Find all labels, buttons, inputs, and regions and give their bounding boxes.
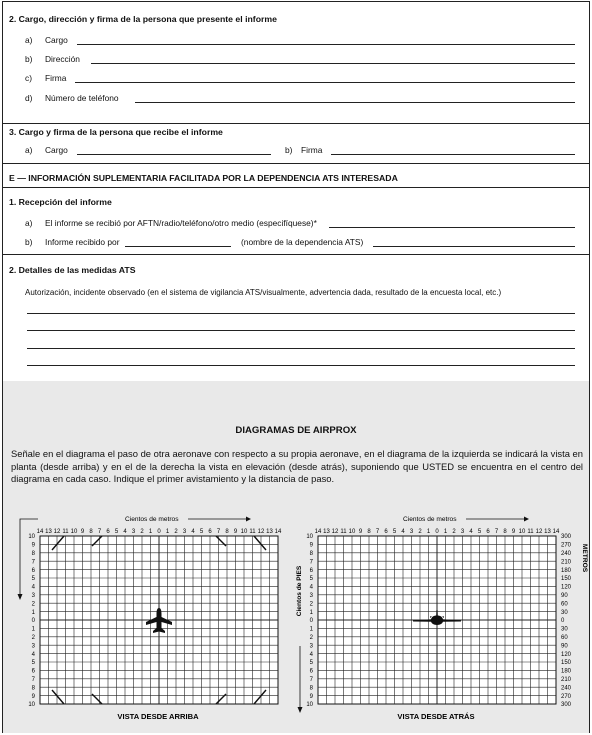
metros-tick-label: 180 — [561, 567, 572, 574]
y-tick-label: 7 — [31, 677, 35, 683]
airprox-diagrams-section — [3, 381, 589, 733]
x-tick-label: 8 — [225, 529, 229, 535]
item-letter: a) — [25, 218, 33, 228]
x-tick-label: 1 — [426, 529, 431, 535]
x-tick-label: 3 — [409, 529, 414, 535]
y-tick-label: 7 — [309, 559, 313, 566]
top-axis-arrowhead — [246, 517, 251, 522]
y-tick-label: 3 — [31, 593, 35, 599]
x-tick-label: 14 — [314, 529, 322, 535]
plan-view-left-arrow — [20, 519, 38, 596]
section-reception — [3, 188, 589, 255]
metros-tick-label: 240 — [561, 685, 572, 692]
x-tick-label: 8 — [89, 529, 93, 535]
ats-measures-line[interactable] — [27, 330, 575, 331]
y-tick-label: 0 — [31, 618, 35, 625]
x-tick-label: 9 — [80, 529, 85, 535]
metros-tick-label: 120 — [561, 584, 572, 591]
metros-tick-label: 150 — [561, 660, 572, 667]
y-tick-label: 5 — [309, 660, 313, 667]
metros-tick-label: 240 — [561, 551, 572, 557]
x-tick-label: 4 — [401, 529, 405, 535]
y-tick-label: 10 — [28, 534, 35, 541]
metros-tick-label: 90 — [561, 593, 568, 599]
top-axis-label: Cientos de metros — [125, 516, 179, 523]
y-tick-label: 3 — [309, 593, 313, 599]
x-tick-label: 1 — [443, 529, 448, 535]
y-tick-label: 9 — [31, 693, 35, 700]
y-tick-label: 2 — [31, 601, 35, 608]
x-tick-label: 1 — [165, 529, 170, 535]
x-tick-label: 7 — [97, 529, 102, 535]
y-tick-label: 10 — [306, 702, 313, 709]
item-letter: b) — [285, 145, 293, 155]
top-axis-arrowhead — [524, 517, 529, 522]
x-tick-label: 6 — [106, 529, 110, 535]
x-tick-label: 2 — [418, 529, 422, 535]
elevation-view-caption: VISTA DESDE ATRÁS — [397, 712, 475, 721]
x-tick-label: 2 — [174, 529, 178, 535]
metros-tick-label: 210 — [561, 677, 572, 683]
reception-medium-label: El informe se recibió por AFTN/radio/teléfono/otro medio (especifíquese)* — [45, 218, 317, 228]
firma-field[interactable] — [75, 82, 575, 83]
y-tick-label: 6 — [31, 668, 35, 675]
section-e-title: E — INFORMACIÓN SUPLEMENTARIA FACILITADA POR LA DEPENDENCIA ATS INTERESADA — [9, 173, 398, 183]
ats-unit-field[interactable] — [373, 246, 575, 247]
x-tick-label: 7 — [216, 529, 221, 535]
y-tick-label: 1 — [309, 626, 313, 633]
x-tick-label: 7 — [494, 529, 499, 535]
x-tick-label: 12 — [331, 529, 339, 535]
x-tick-label: 4 — [123, 529, 127, 535]
x-tick-label: 5 — [392, 529, 397, 535]
section-e-header — [3, 164, 589, 188]
y-tick-label: 5 — [309, 576, 313, 583]
receiver-firma-label: Firma — [301, 145, 323, 155]
y-tick-label: 2 — [309, 601, 313, 608]
metros-tick-label: 90 — [561, 643, 568, 650]
item-letter: d) — [25, 93, 33, 103]
y-tick-label: 9 — [309, 693, 313, 700]
receiver-cargo-label: Cargo — [45, 145, 68, 155]
metros-tick-label: 270 — [561, 693, 572, 700]
plan-view-left-arrowhead — [18, 594, 23, 600]
y-tick-label: 1 — [309, 609, 313, 616]
cargo-field[interactable] — [77, 44, 575, 45]
x-tick-label: 4 — [191, 529, 195, 535]
x-tick-label: 1 — [148, 529, 153, 535]
ats-measures-line[interactable] — [27, 348, 575, 349]
x-tick-label: 13 — [45, 529, 52, 535]
y-tick-label: 8 — [309, 551, 313, 557]
x-tick-label: 2 — [140, 529, 144, 535]
y-tick-label: 5 — [31, 576, 35, 583]
x-tick-label: 12 — [535, 529, 543, 535]
ats-unit-label: (nombre de la dependencia ATS) — [241, 237, 364, 247]
y-tick-label: 1 — [31, 626, 35, 633]
receiver-cargo-field[interactable] — [77, 154, 271, 155]
y-tick-label: 6 — [31, 567, 35, 574]
x-tick-label: 11 — [527, 529, 534, 535]
metros-axis-label: METROS — [581, 543, 588, 573]
metros-tick-label: 60 — [561, 601, 568, 608]
x-tick-label: 14 — [274, 529, 282, 535]
x-tick-label: 6 — [384, 529, 388, 535]
y-tick-label: 8 — [31, 685, 35, 692]
x-tick-label: 10 — [348, 529, 356, 535]
x-tick-label: 11 — [62, 529, 69, 535]
x-tick-label: 12 — [257, 529, 265, 535]
elevation-left-arrowhead — [298, 707, 303, 713]
x-tick-label: 9 — [358, 529, 363, 535]
y-tick-label: 7 — [31, 559, 35, 566]
x-tick-label: 2 — [452, 529, 456, 535]
section-receiver-title: 3. Cargo y firma de la persona que recibe el informe — [9, 127, 223, 137]
x-tick-label: 6 — [486, 529, 490, 535]
received-by-label: Informe recibido por — [45, 237, 120, 247]
metros-tick-label: 300 — [561, 702, 572, 709]
x-tick-label: 3 — [131, 529, 136, 535]
x-tick-label: 13 — [544, 529, 551, 535]
y-tick-label: 3 — [31, 643, 35, 650]
y-tick-label: 4 — [31, 651, 35, 658]
x-tick-label: 0 — [435, 529, 439, 535]
metros-tick-label: 210 — [561, 559, 572, 566]
metros-tick-label: 150 — [561, 576, 572, 583]
item-letter: b) — [25, 237, 33, 247]
diagrams-instructions: Señale en el diagrama el paso de otra aeronave con respecto a su propia aeronave, en el diagrama de la izquierda se indicará la vista en planta (desde arriba) y en el de la derecha la vista en elevación (desde atrás), suponiendo que USTED se encuentra en el centro del diagrama en cada caso. Indique el primer avistamiento y la distancia de paso. — [11, 448, 583, 485]
item-letter: c) — [25, 73, 32, 83]
x-tick-label: 0 — [157, 529, 161, 535]
section-reporter-title: 2. Cargo, dirección y firma de la persona que presente el informe — [9, 14, 277, 24]
ats-measures-line[interactable] — [27, 313, 575, 314]
x-tick-label: 11 — [340, 529, 347, 535]
ats-measures-title: 2. Detalles de las medidas ATS — [9, 265, 136, 275]
x-tick-label: 14 — [552, 529, 560, 535]
y-tick-label: 9 — [309, 542, 313, 549]
metros-tick-label: 120 — [561, 651, 572, 658]
metros-tick-label: 0 — [561, 618, 565, 625]
x-tick-label: 5 — [114, 529, 119, 535]
x-tick-label: 9 — [511, 529, 516, 535]
section-receiver — [3, 124, 589, 164]
item-letter: a) — [25, 35, 33, 45]
metros-tick-label: 180 — [561, 668, 572, 675]
section-reporter — [3, 2, 589, 124]
plan-view-diagram[interactable] — [18, 516, 282, 708]
telefono-label: Número de teléfono — [45, 93, 119, 103]
y-tick-label: 8 — [31, 551, 35, 557]
x-tick-label: 3 — [182, 529, 187, 535]
y-tick-label: 6 — [309, 668, 313, 675]
x-tick-label: 10 — [70, 529, 78, 535]
elevation-view-diagram[interactable] — [296, 516, 588, 713]
metros-tick-label: 60 — [561, 635, 568, 641]
y-tick-label: 10 — [306, 534, 313, 541]
metros-tick-label: 270 — [561, 542, 572, 549]
y-tick-label: 1 — [31, 609, 35, 616]
x-tick-label: 5 — [199, 529, 204, 535]
reception-medium-field[interactable] — [329, 227, 575, 228]
direccion-field[interactable] — [91, 63, 575, 64]
metros-tick-label: 30 — [561, 626, 568, 633]
firma-label: Firma — [45, 73, 67, 83]
cargo-label: Cargo — [45, 35, 68, 45]
x-tick-label: 13 — [323, 529, 330, 535]
y-tick-label: 4 — [309, 651, 313, 658]
x-tick-label: 14 — [36, 529, 44, 535]
y-tick-label: 3 — [309, 643, 313, 650]
x-tick-label: 6 — [208, 529, 212, 535]
direccion-label: Dirección — [45, 54, 80, 64]
x-tick-label: 4 — [469, 529, 473, 535]
y-tick-label: 5 — [31, 660, 35, 667]
ats-measures-instructions: Autorización, incidente observado (en el sistema de vigilancia ATS/visualmente, advertencia dada, resultado de la encuesta local, etc.) — [25, 288, 502, 297]
top-axis-label: Cientos de metros — [403, 516, 457, 523]
y-tick-label: 6 — [309, 567, 313, 574]
x-tick-label: 7 — [375, 529, 380, 535]
section-ats-measures — [3, 255, 589, 381]
x-tick-label: 11 — [249, 529, 256, 535]
item-letter: b) — [25, 54, 33, 64]
x-tick-label: 3 — [460, 529, 465, 535]
report-form-page — [2, 1, 590, 733]
y-tick-label: 4 — [31, 584, 35, 591]
plan-view-caption: VISTA DESDE ARRIBA — [117, 712, 199, 721]
reception-title: 1. Recepción del informe — [9, 197, 112, 207]
x-tick-label: 8 — [367, 529, 371, 535]
received-by-field[interactable] — [125, 246, 231, 247]
telefono-field[interactable] — [135, 102, 575, 103]
x-tick-label: 13 — [266, 529, 273, 535]
receiver-firma-field[interactable] — [331, 154, 575, 155]
x-tick-label: 10 — [518, 529, 526, 535]
y-tick-label: 2 — [31, 635, 35, 641]
x-tick-label: 9 — [233, 529, 238, 535]
x-tick-label: 8 — [503, 529, 507, 535]
metros-tick-label: 30 — [561, 609, 568, 616]
y-tick-label: 9 — [31, 542, 35, 549]
ats-measures-line[interactable] — [27, 365, 575, 366]
metros-tick-label: 300 — [561, 534, 572, 541]
y-tick-label: 10 — [28, 702, 35, 709]
y-tick-label: 8 — [309, 685, 313, 692]
y-tick-label: 0 — [309, 618, 313, 625]
elevation-y-axis-label: Cientos de PIES — [296, 565, 303, 617]
x-tick-label: 10 — [240, 529, 248, 535]
x-tick-label: 12 — [53, 529, 61, 535]
airprox-diagrams-svg — [3, 381, 589, 733]
x-tick-label: 5 — [477, 529, 482, 535]
y-tick-label: 7 — [309, 677, 313, 683]
y-tick-label: 2 — [309, 635, 313, 641]
diagrams-title: DIAGRAMAS DE AIRPROX — [235, 425, 357, 436]
item-letter: a) — [25, 145, 33, 155]
y-tick-label: 4 — [309, 584, 313, 591]
